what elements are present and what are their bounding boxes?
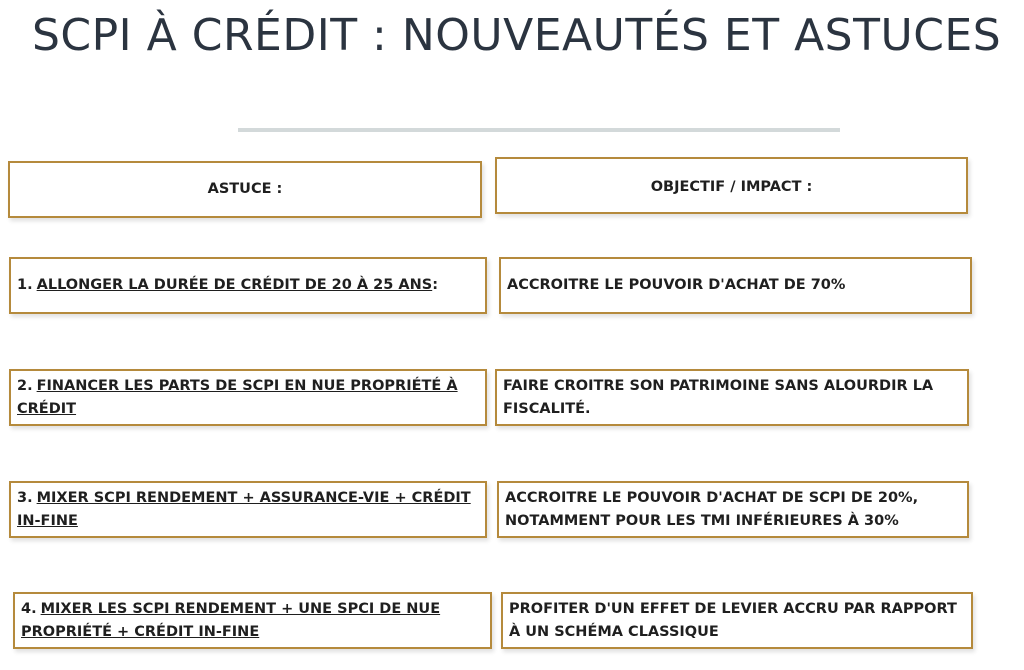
astuce-text: ALLONGER LA DURÉE DE CRÉDIT DE 20 À 25 ANS (36, 277, 433, 293)
objectif-text: ACCROITRE LE POUVOIR D'ACHAT DE SCPI DE 20%, NOTAMMENT POUR LES TMI INFÉRIEURES À 30% (505, 489, 919, 529)
astuce-cell-2 (9, 369, 487, 426)
astuce-number: 4. (21, 600, 37, 617)
page-title: SCPI À CRÉDIT : NOUVEAUTÉS ET ASTUCES (32, 10, 1002, 61)
astuce-text: MIXER LES SCPI RENDEMENT + UNE SPCI DE NUE PROPRIÉTÉ + CRÉDIT IN-FINE (21, 600, 441, 640)
title-divider (238, 128, 840, 132)
header-objectif-label: OBJECTIF / IMPACT : (650, 179, 813, 195)
objectif-cell-4 (501, 592, 973, 649)
astuce-text: MIXER SCPI RENDEMENT + ASSURANCE-VIE + CRÉDIT IN-FINE (17, 489, 471, 529)
objectif-cell-1 (499, 257, 972, 314)
objectif-text: ACCROITRE LE POUVOIR D'ACHAT DE 70% (507, 277, 846, 293)
header-objectif (495, 157, 968, 214)
objectif-cell-2 (495, 369, 969, 426)
astuce-number: 2. (17, 377, 33, 394)
objectif-cell-3 (497, 481, 969, 538)
header-astuce-label: ASTUCE : (207, 181, 283, 197)
astuce-cell-4 (13, 592, 492, 649)
astuce-number: 1. (17, 277, 33, 293)
astuce-text: FINANCER LES PARTS DE SCPI EN NUE PROPRIÉTÉ À CRÉDIT (17, 377, 458, 417)
objectif-text: FAIRE CROITRE SON PATRIMOINE SANS ALOURDIR LA FISCALITÉ. (503, 377, 934, 417)
astuce-suffix: : (432, 277, 439, 293)
astuce-cell-3 (9, 481, 487, 538)
header-astuce (8, 161, 482, 218)
astuce-number: 3. (17, 489, 33, 506)
astuce-cell-1 (9, 257, 487, 314)
objectif-text: PROFITER D'UN EFFET DE LEVIER ACCRU PAR RAPPORT À UN SCHÉMA CLASSIQUE (509, 600, 957, 640)
